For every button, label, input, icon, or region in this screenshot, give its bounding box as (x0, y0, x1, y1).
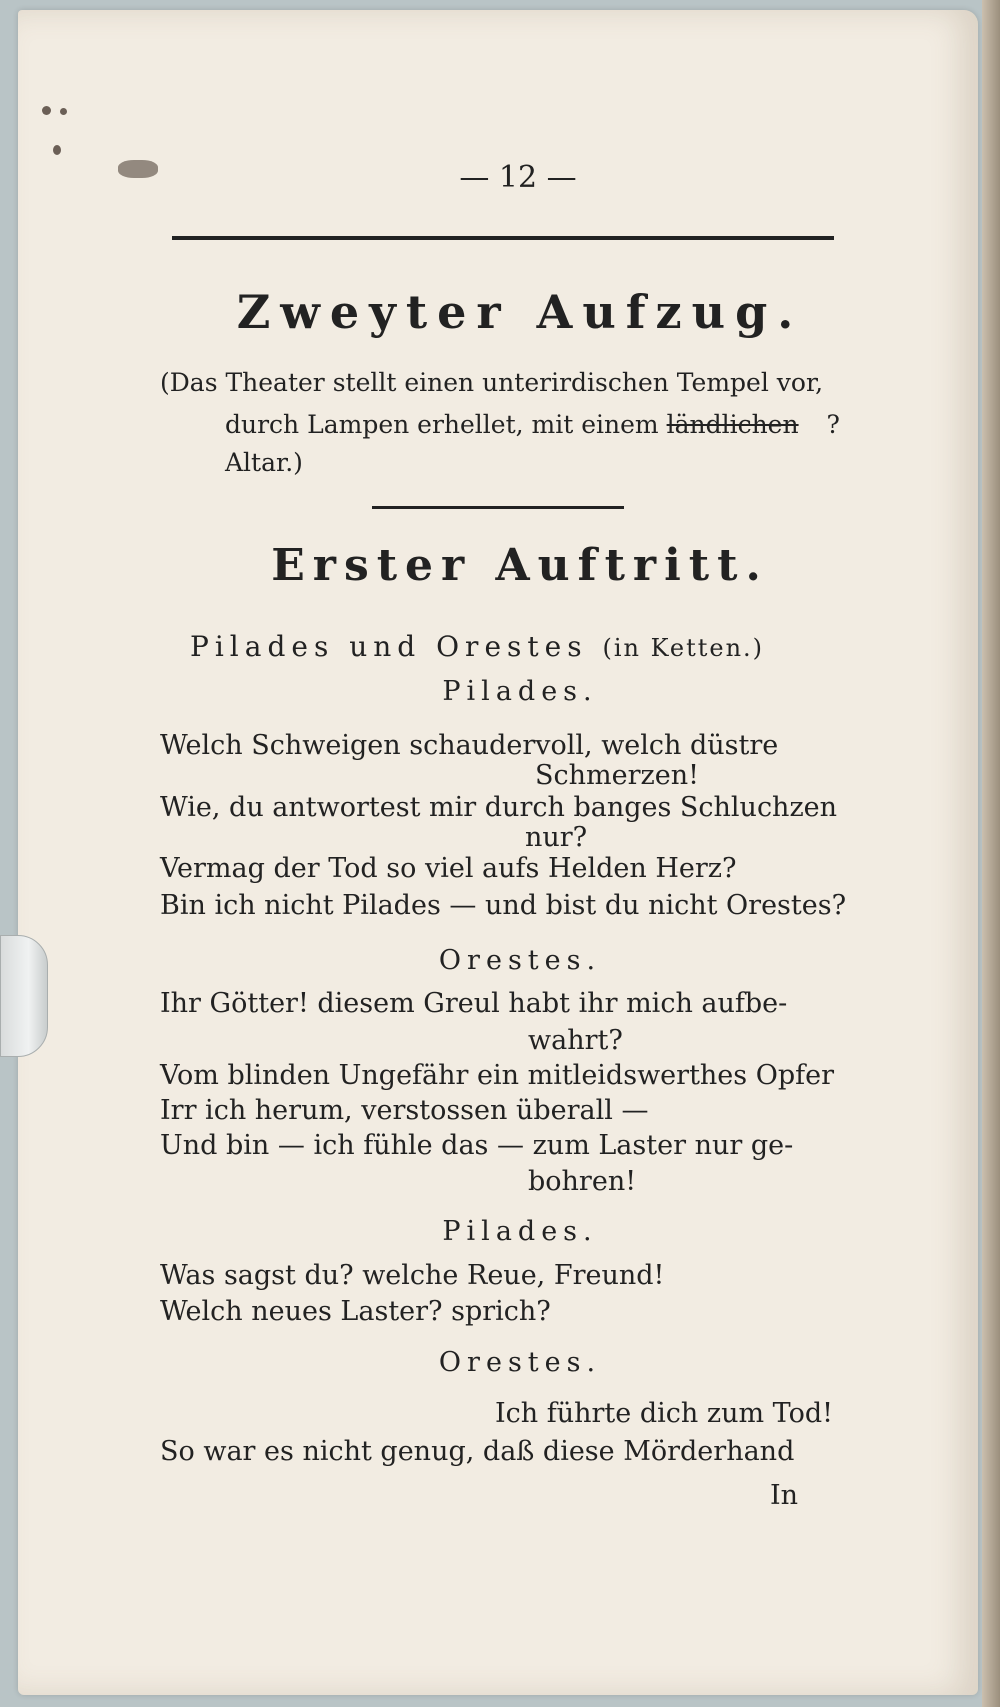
stage-direction-line-3: Altar.) (225, 448, 303, 477)
verse-line: Ihr Götter! diesem Greul habt ihr mich aufbe- (160, 988, 788, 1019)
scene-rule (372, 506, 624, 509)
stage-direction-text: durch Lampen erhellet, mit einem (225, 410, 659, 439)
verse-line: Vom blinden Ungefähr ein mitleidswerthes Opfer (160, 1060, 835, 1091)
character-list (190, 630, 764, 663)
page-clip (0, 935, 48, 1057)
verse-line: Was sagst du? welche Reue, Freund! (160, 1260, 665, 1291)
verse-line: So war es nicht genug, daß diese Mörderhand (160, 1436, 795, 1467)
verse-line: Wie, du antwortest mir durch banges Schluchzen (160, 792, 838, 823)
stage-direction-line-1: (Das Theater stellt einen unterirdischen Tempel vor, (160, 368, 824, 397)
speaker-label: Orestes. (438, 945, 602, 976)
verse-continuation: bohren! (528, 1166, 637, 1197)
verse-line: Und bin — ich fühle das — zum Laster nur ge- (160, 1130, 794, 1161)
act-title: Zweyter Aufzug. (236, 285, 804, 339)
page-number: — 12 — (459, 160, 577, 195)
speaker-label: Pilades. (442, 676, 598, 707)
catchword: In (770, 1480, 799, 1511)
header-rule (172, 236, 834, 240)
verse-line: Ich führte dich zum Tod! (495, 1398, 833, 1429)
character-note: (in Ketten.) (602, 634, 765, 662)
ink-spot (53, 145, 61, 155)
character-names: Pilades und Orestes (190, 630, 588, 663)
ink-smudge (118, 160, 158, 178)
verse-line: Vermag der Tod so viel aufs Helden Herz? (160, 853, 737, 884)
verse-line: Irr ich herum, verstossen überall — (160, 1095, 649, 1126)
verse-line: Welch neues Laster? sprich? (160, 1296, 551, 1327)
margin-mark: ? (826, 410, 840, 439)
ink-spot (42, 106, 51, 115)
scene-title: Erster Auftritt. (271, 540, 769, 591)
verse-continuation: wahrt? (528, 1025, 623, 1056)
verse-line: Welch Schweigen schaudervoll, welch düstre (160, 730, 779, 761)
stage-direction-line-2 (225, 410, 840, 439)
verse-continuation: nur? (525, 822, 588, 853)
speaker-label: Orestes. (438, 1347, 602, 1378)
verse-line: Bin ich nicht Pilades — und bist du nicht Orestes? (160, 890, 847, 921)
struck-word: ländlichen (666, 410, 799, 439)
page-gutter (982, 0, 1000, 1707)
ink-spot (60, 108, 67, 115)
verse-continuation: Schmerzen! (535, 760, 699, 791)
speaker-label: Pilades. (442, 1216, 598, 1247)
